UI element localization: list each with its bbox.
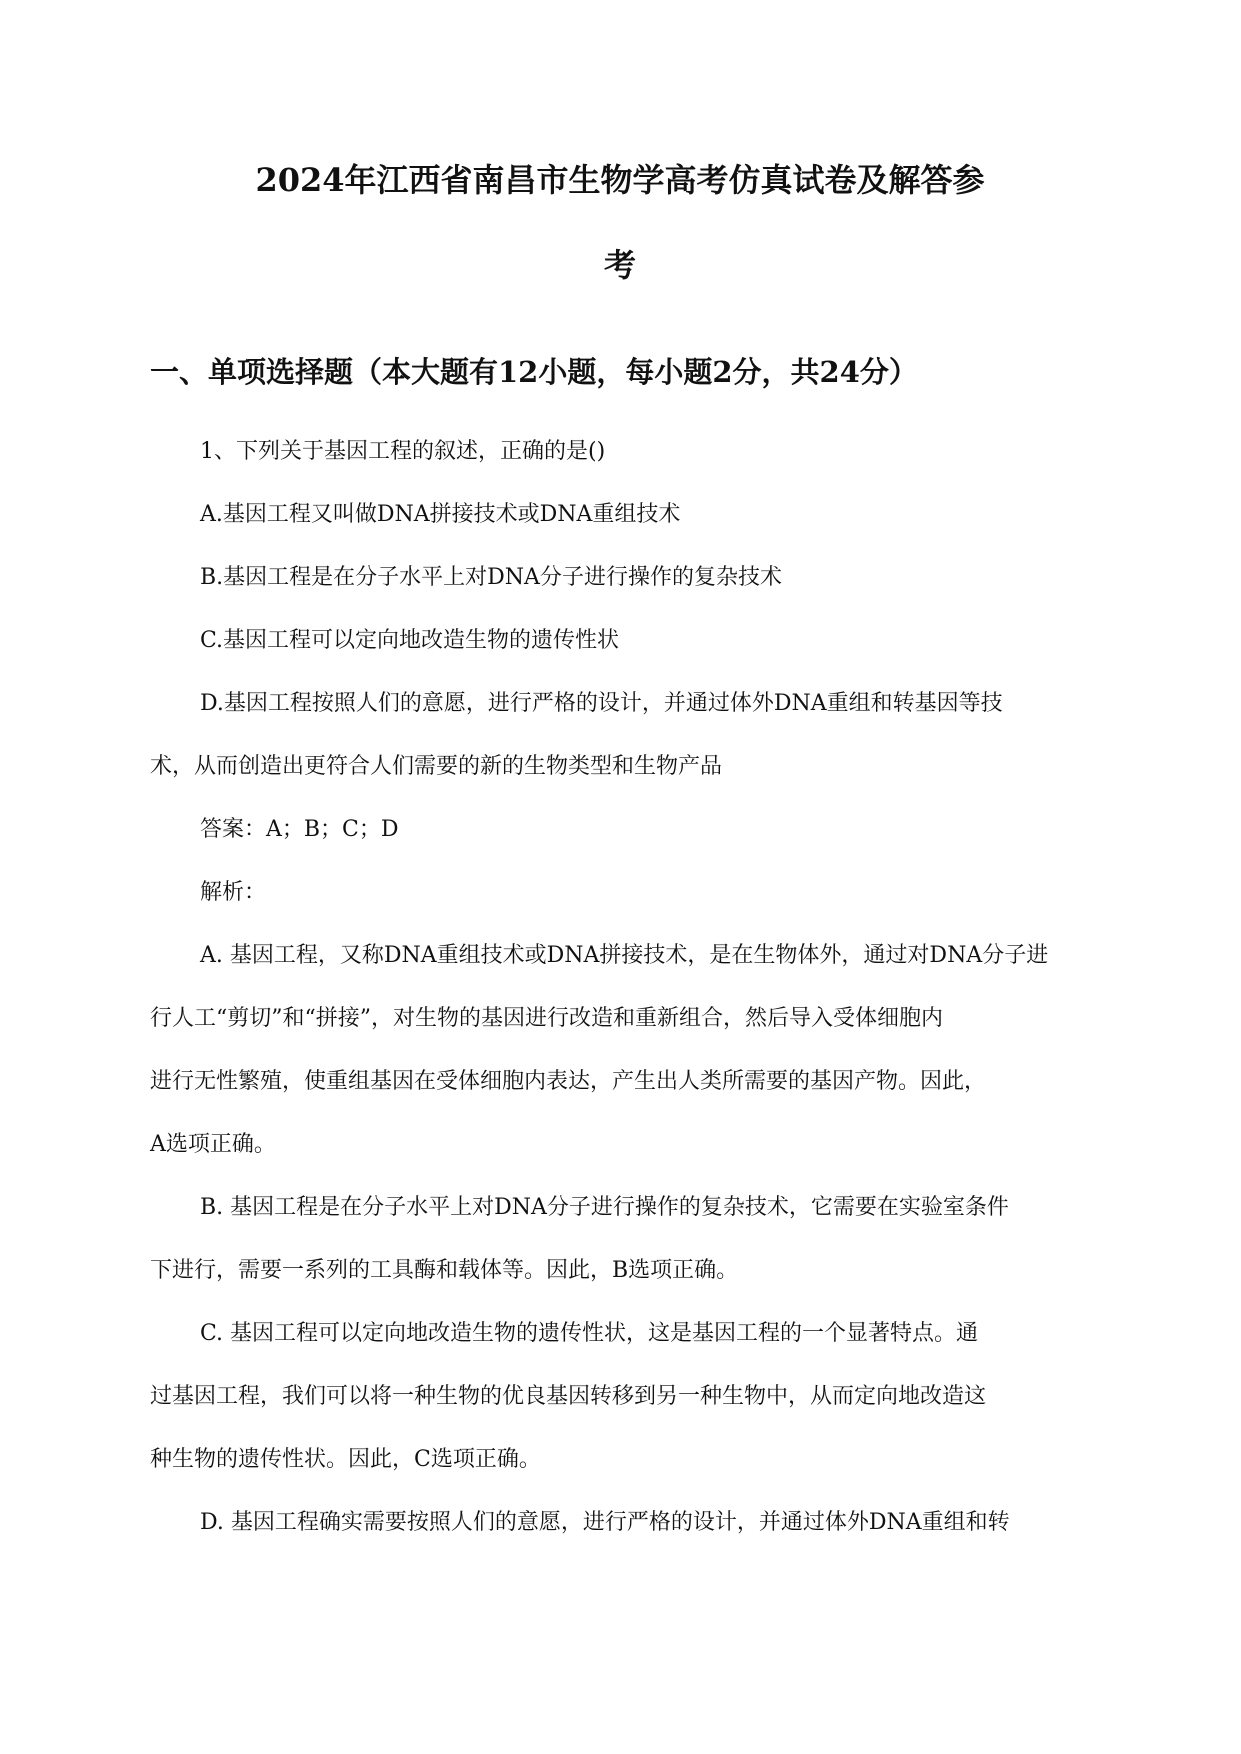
question-1-answer: 答案：A；B；C；D <box>200 817 399 842</box>
analysis-a-line-1: A. 基因工程，又称DNA重组技术或DNA拼接技术，是在生物体外，通过对DNA分子进 <box>200 943 1049 968</box>
document-title-line-1: 2024年江西省南昌市生物学高考仿真试卷及解答参 <box>255 161 985 199</box>
analysis-b-line-2: 下进行，需要一系列的工具酶和载体等。因此，B选项正确。 <box>150 1258 739 1283</box>
analysis-a-line-2: 行人工“剪切”和“拼接”，对生物的基因进行改造和重新组合，然后导入受体细胞内 <box>150 1006 943 1031</box>
analysis-d-line-1: D. 基因工程确实需要按照人们的意愿，进行严格的设计，并通过体外DNA重组和转 <box>200 1510 1010 1535</box>
analysis-c-line-1: C. 基因工程可以定向地改造生物的遗传性状，这是基因工程的一个显著特点。通 <box>200 1321 979 1346</box>
analysis-c-line-3: 种生物的遗传性状。因此，C选项正确。 <box>150 1447 541 1472</box>
question-1-option-d-line-2: 术，从而创造出更符合人们需要的新的生物类型和生物产品 <box>150 754 723 779</box>
analysis-a-line-4: A选项正确。 <box>150 1132 276 1157</box>
section-heading-single-choice: 一、单项选择题（本大题有12小题，每小题2分，共24分） <box>150 355 918 389</box>
question-1-analysis-label: 解析： <box>200 880 267 905</box>
document-title-line-2: 考 <box>603 246 636 284</box>
question-1-stem: 1、下列关于基因工程的叙述，正确的是() <box>200 439 606 464</box>
analysis-a-line-3: 进行无性繁殖，使重组基因在受体细胞内表达，产生出人类所需要的基因产物。因此， <box>150 1069 987 1094</box>
question-1-option-b: B.基因工程是在分子水平上对DNA分子进行操作的复杂技术 <box>200 565 782 590</box>
question-1-option-d-line-1: D.基因工程按照人们的意愿，进行严格的设计，并通过体外DNA重组和转基因等技 <box>200 691 1003 716</box>
question-1-option-c: C.基因工程可以定向地改造生物的遗传性状 <box>200 628 620 653</box>
analysis-b-line-1: B. 基因工程是在分子水平上对DNA分子进行操作的复杂技术，它需要在实验室条件 <box>200 1195 1009 1220</box>
analysis-c-line-2: 过基因工程，我们可以将一种生物的优良基因转移到另一种生物中，从而定向地改造这 <box>150 1384 987 1409</box>
question-1-option-a: A.基因工程又叫做DNA拼接技术或DNA重组技术 <box>200 502 681 527</box>
